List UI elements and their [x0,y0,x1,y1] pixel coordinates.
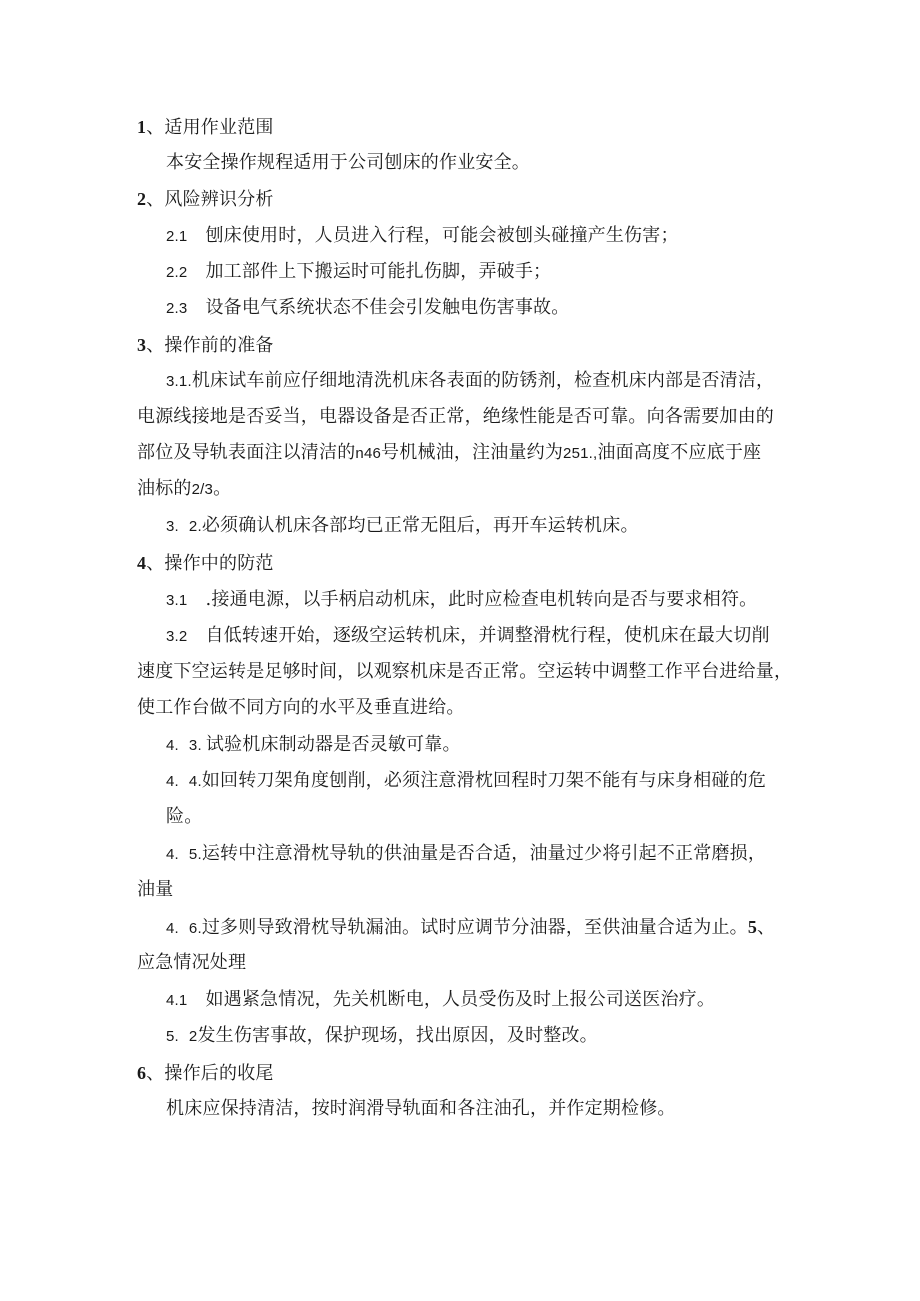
item-text: 自低转速开始，逐级空运转机床，并调整滑枕行程，使机床在最大切削 [205,625,770,646]
section-3-heading [137,333,274,358]
item-number: 4. [166,773,179,790]
oil-level-ratio: 2/3 [191,481,214,498]
emergency-item-5-2 [166,1024,598,1049]
item-text: 刨床使用时，人员进入行程，可能会被刨头碰撞产生伤害； [205,225,679,246]
oil-grade: n46 [355,445,382,462]
section-title: 、操作后的收尾 [146,1063,274,1084]
risk-item-2-2 [166,260,551,285]
section-2-heading [137,187,274,212]
item-number-2: 5. [188,846,202,863]
item-number-2: 6. [188,920,202,937]
item-number: 3.1. [166,373,192,390]
op-item-3-1 [166,588,757,613]
section-5-number: 5 [747,917,758,937]
op-item-3-2-line-1 [166,624,770,649]
op-item-4-5-line-1 [166,842,766,867]
item-number-2: 2 [188,1028,198,1045]
emergency-item-4-1 [166,988,715,1013]
item-text: .接通电源，以手柄启动机床，此时应检查电机转向是否与要求相符。 [205,589,758,610]
oil-amount: 251., [563,445,598,462]
section-title: 、风险辨识分析 [146,189,274,210]
op-item-4-4-line-1 [166,769,766,794]
item-text: 设备电气系统状态不佳会引发触电伤害事故。 [205,297,570,318]
prep-paragraph-line-1 [166,369,774,394]
item-number-2: 4. [188,773,202,790]
item-number: 4. [166,737,179,754]
op-item-3-2-line-3: 使工作台做不同方向的水平及垂直进给。 [137,697,465,718]
item-number: 2.3 [166,300,188,317]
op-item-3-2-line-2: 速度下空运转是足够时间，以观察机床是否正常。空运转中调整工作平台进给量， [137,661,793,682]
section-number: 1 [137,117,147,137]
item-number: 3. [166,518,179,535]
risk-item-2-3 [166,296,569,321]
item-number-2: 3. [188,737,202,754]
op-item-4-5-line-2: 油量 [137,879,174,900]
item-number: 4.1 [166,992,188,1009]
op-item-4-6: 4. 6.过多则导致滑枕导轨漏油。试时应调节分油器，至供油量合适为止。5、 [166,917,776,938]
op-item-4-3 [166,733,461,758]
item-number: 2.2 [166,264,188,281]
section-5-heading: 应急情况处理 [137,952,247,973]
section-number: 3 [137,335,147,355]
prep-paragraph-line-4: 油标的2/3。 [137,478,232,499]
item-number: 3.2 [166,628,188,645]
section-4-heading [137,551,274,576]
section-number: 2 [137,189,147,209]
item-number: 4. [166,920,179,937]
section-title: 、操作前的准备 [146,335,274,356]
item-text: 运转中注意滑枕导轨的供油量是否合适，油量过少将引起不正常磨损， [201,843,767,864]
section-number: 4 [137,553,147,573]
item-text: 加工部件上下搬运时可能扎伤脚，弄破手； [205,261,552,282]
item-text: 试验机床制动器是否灵敏可靠。 [205,734,461,755]
item-text: 过多则导致滑枕导轨漏油。试时应调节分油器，至供油量合适为止。 [201,917,748,938]
item-number-2: 2. [188,518,202,535]
item-number: 2.1 [166,228,188,245]
prep-paragraph-line-3: 部位及导轨表面注以清洁的n46号机械油，注油量约为251.,油面高度不应底于座 [137,442,762,463]
section-title: 、操作中的防范 [146,553,274,574]
item-number: 4. [166,846,179,863]
item-text: 如回转刀架角度刨削，必须注意滑枕回程时刀架不能有与床身相碰的危 [201,770,767,791]
section-number: 6 [137,1063,147,1083]
prep-item-3-2 [166,514,639,539]
item-text: 如遇紧急情况，先关机断电，人员受伤及时上报公司送医治疗。 [205,989,716,1010]
item-text: 必须确认机床各部均已正常无阻后，再开车运转机床。 [201,515,639,536]
item-number: 5. [166,1028,179,1045]
section-1-heading [137,115,274,140]
op-item-4-4-line-2: 险。 [166,806,203,827]
risk-item-2-1 [166,224,679,249]
prep-paragraph-line-2: 电源线接地是否妥当，电器设备是否正常，绝缘性能是否可靠。向各需要加由的 [137,406,774,427]
item-number: 3.1 [166,592,188,609]
section-6-heading [137,1061,274,1086]
section-6-body: 机床应保持清洁，按时润滑导轨面和各注油孔，并作定期检修。 [166,1098,676,1119]
section-title: 、适用作业范围 [146,117,274,138]
section-1-body: 本安全操作规程适用于公司刨床的作业安全。 [166,152,530,173]
item-text: 机床试车前应仔细地清洗机床各表面的防锈剂，检查机床内部是否清洁， [191,370,775,391]
item-text: 发生伤害事故，保护现场，找出原因，及时整改。 [197,1025,598,1046]
